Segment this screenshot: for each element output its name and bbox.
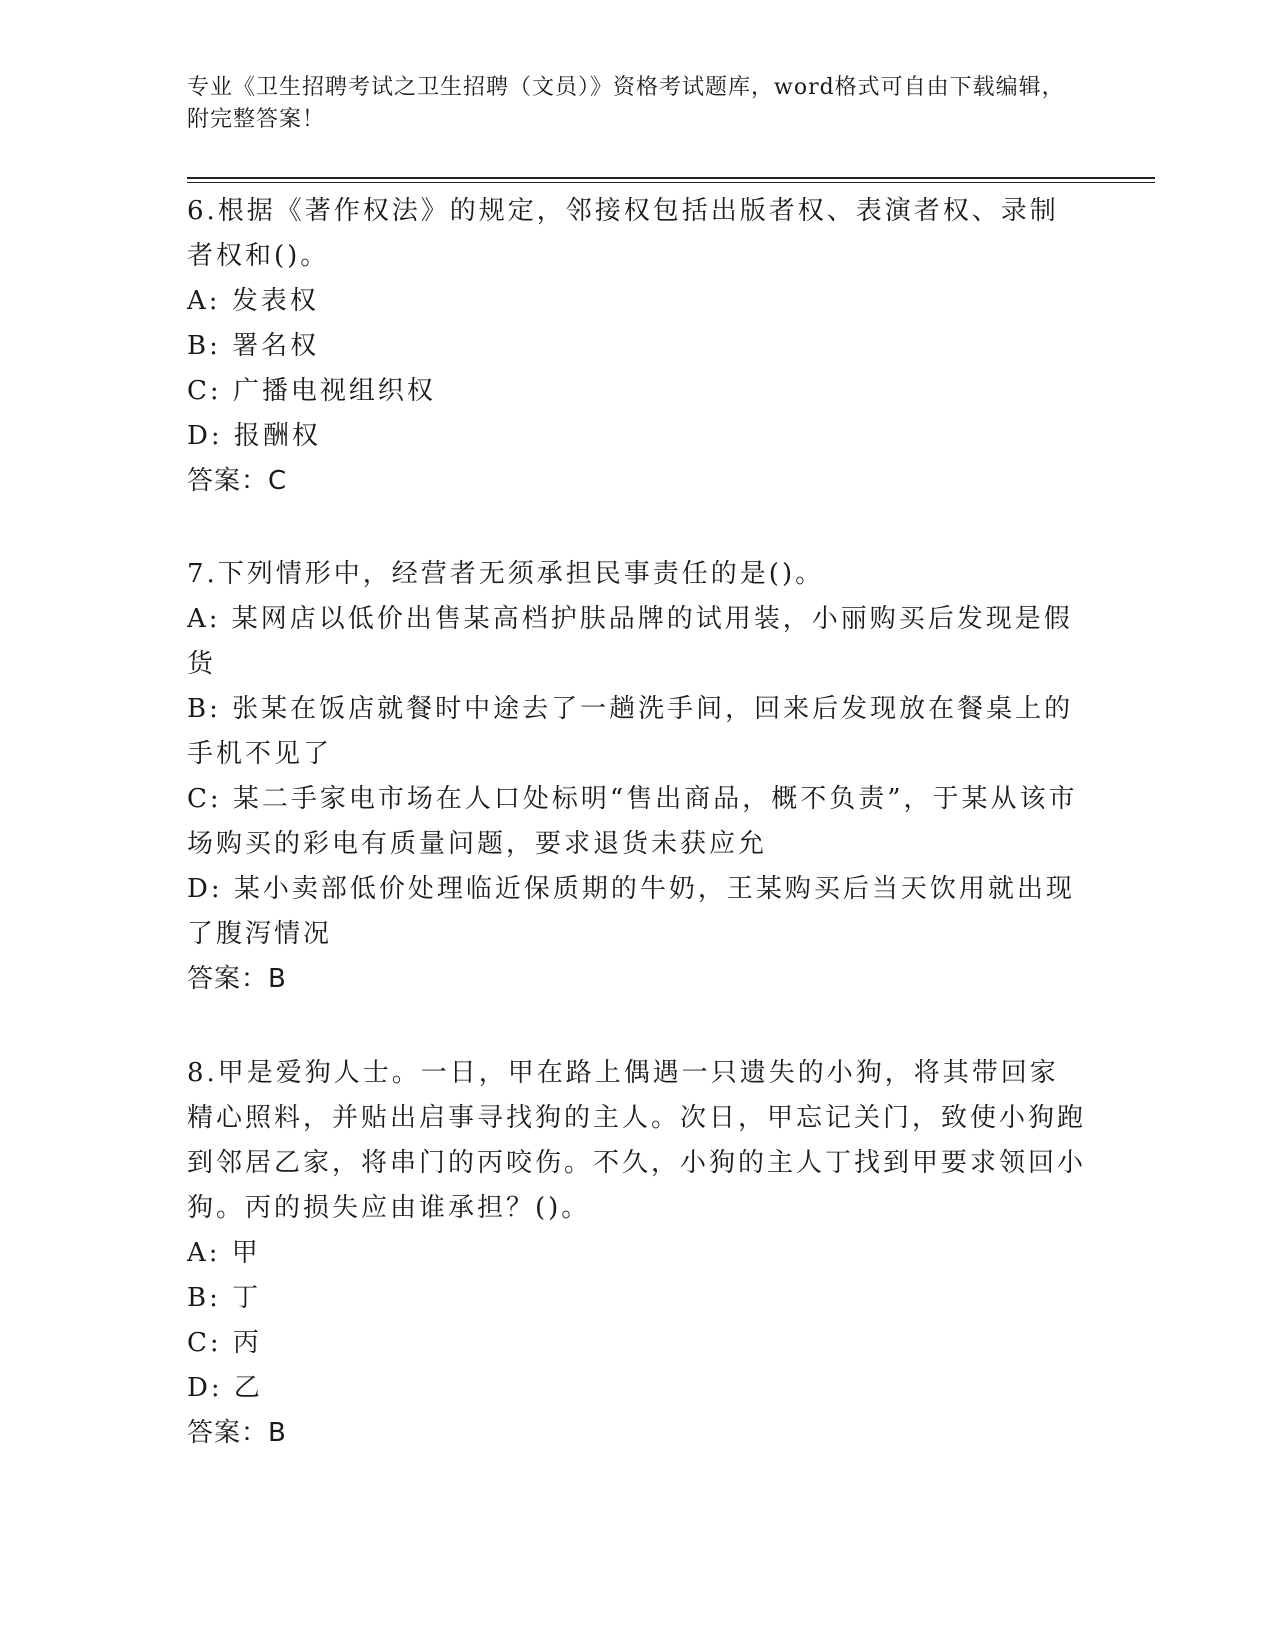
question-7	[187, 552, 1087, 1002]
option-a: A: 甲	[187, 1238, 261, 1268]
header-divider-thin	[187, 182, 1155, 183]
option-d: D: 报酬权	[187, 421, 321, 451]
option-b: B: 丁	[187, 1283, 262, 1313]
answer: 答案：C	[187, 466, 288, 496]
answer: 答案：B	[187, 964, 287, 994]
option-c: C: 丙	[187, 1328, 262, 1358]
question-stem: 6.根据《著作权法》的规定，邻接权包括出版者权、表演者权、录制者权和()。	[187, 196, 1059, 271]
question-stem: 7.下列情形中，经营者无须承担民事责任的是()。	[187, 559, 825, 589]
option-d: D: 乙	[187, 1373, 263, 1403]
option-c: C: 广播电视组织权	[187, 376, 436, 406]
question-stem: 8.甲是爱狗人士。一日，甲在路上偶遇一只遗失的小狗，将其带回家精心照料，并贴出启事寻找狗的主人。次日，甲忘记关门，致使小狗跑到邻居乙家，将串门的丙咬伤。不久，小狗的主人丁找到甲要求领回小狗。丙的损失应由谁承担？()。	[187, 1058, 1087, 1223]
option-d: D: 某小卖部低价处理临近保质期的牛奶，王某购买后当天饮用就出现了腹泻情况	[187, 874, 1075, 949]
option-b: B: 署名权	[187, 331, 320, 361]
question-8	[187, 1051, 1087, 1456]
option-a: A: 某网店以低价出售某高档护肤品牌的试用装，小丽购买后发现是假货	[187, 604, 1073, 679]
option-b: B: 张某在饭店就餐时中途去了一趟洗手间，回来后发现放在餐桌上的手机不见了	[187, 694, 1074, 769]
option-a: A: 发表权	[187, 286, 319, 316]
header-divider	[187, 177, 1155, 179]
document-header: 专业《卫生招聘考试之卫生招聘（文员）》资格考试题库，word格式可自由下载编辑，附完整答案！	[187, 75, 1065, 132]
answer: 答案：B	[187, 1418, 287, 1448]
option-c: C: 某二手家电市场在人口处标明“售出商品，概不负责”，于某从该市场购买的彩电有质量问题，要求退货未获应允	[187, 784, 1078, 859]
question-6	[187, 189, 1087, 504]
